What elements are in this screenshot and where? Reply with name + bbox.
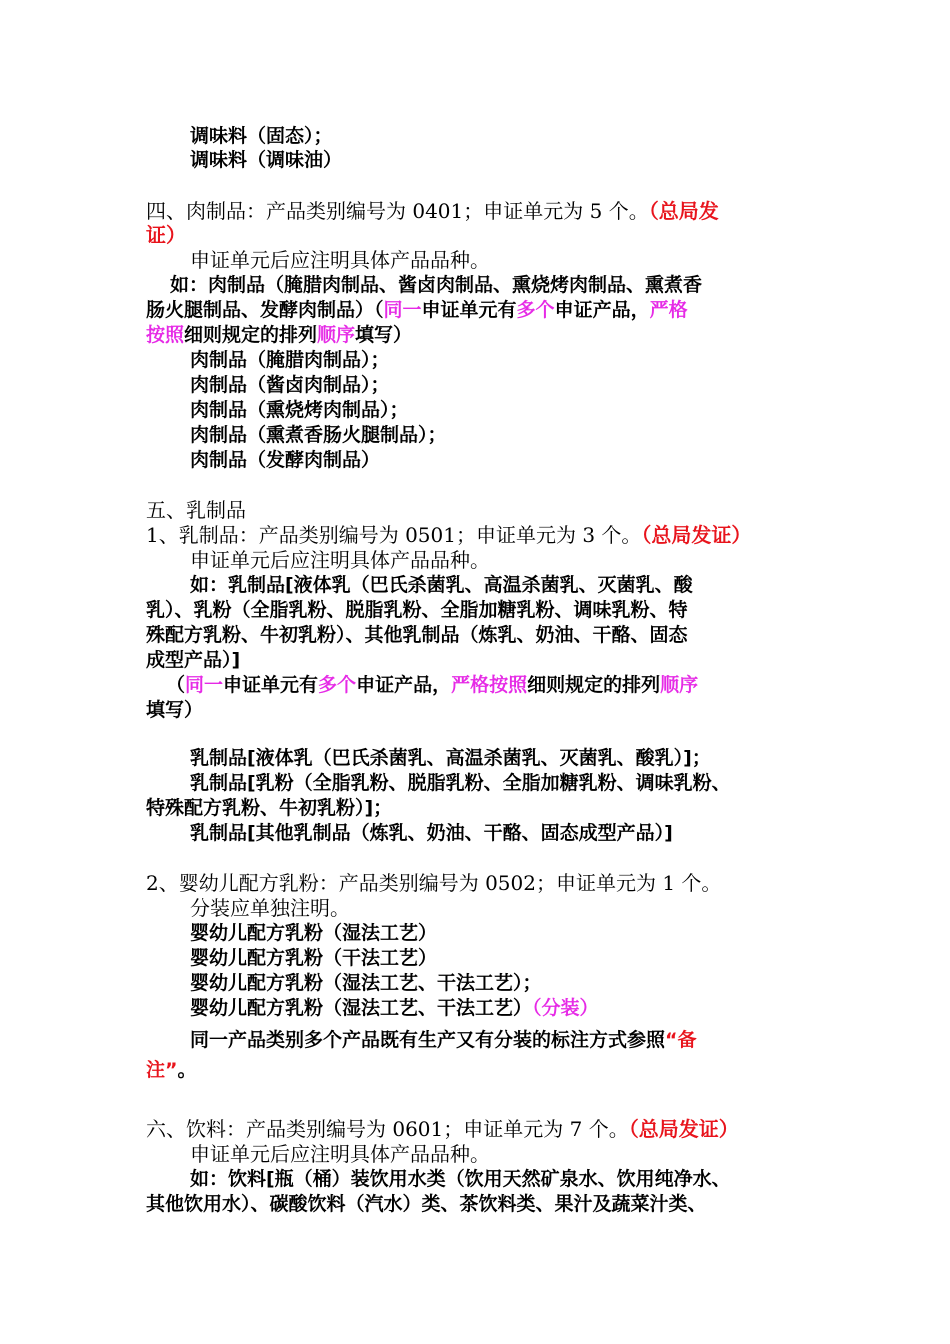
sec5-sub2-item: 婴幼儿配方乳粉（干法工艺） — [190, 947, 438, 969]
sec4-item: 肉制品（熏煮香肠火腿制品）； — [190, 424, 447, 446]
sec5-sub2-item-packaged — [190, 996, 599, 1020]
sec6-issuer: （总局发证） — [628, 1117, 739, 1141]
sec5-remark — [190, 1028, 697, 1052]
sec5-remark-ref-cont: 注” — [146, 1059, 178, 1081]
condiment-item-solid: 调味料（固态）； — [190, 125, 333, 147]
sec5-order-text4: 细则规定的排列 — [527, 674, 661, 696]
sec4-heading-text: 四、肉制品：产品类别编号为 0401；申证单元为 5 个。 — [146, 199, 649, 223]
sec5-sub1-heading — [146, 523, 751, 547]
sec5-sub1-note: 申证单元后应注明具体产品品种。 — [190, 548, 490, 572]
sec5-order-text2: 申证单元有 — [223, 674, 319, 696]
sec6-note: 申证单元后应注明具体产品品种。 — [190, 1142, 490, 1166]
sec4-heading-issuer-cont: 证） — [146, 223, 186, 247]
sec4-ex-highlight-multiple: 多个 — [516, 299, 555, 321]
sec5-sub2-item: 婴幼儿配方乳粉（湿法工艺、干法工艺）； — [190, 972, 542, 994]
sec4-item: 肉制品（发酵肉制品） — [190, 449, 381, 471]
sec5-sub2-item-text: 婴幼儿配方乳粉（湿法工艺、干法工艺） — [190, 997, 533, 1019]
sec6-heading — [146, 1117, 739, 1141]
sec5-example-line4: 成型产品）] — [146, 649, 241, 671]
sec4-ex-highlight-follow: 按照 — [146, 324, 185, 346]
sec5-sub1-issuer: （总局发证） — [641, 523, 752, 547]
sec5-title: 五、乳制品 — [146, 498, 246, 522]
sec5-remark-text: 同一产品类别多个产品既有生产又有分装的标注方式参照 — [190, 1029, 666, 1051]
sec5-item-powder: 乳制品[乳粉（全脂乳粉、脱脂乳粉、全脂加糖乳粉、调味乳粉、 — [190, 772, 731, 794]
sec5-example-line3: 殊配方乳粉、牛初乳粉）、其他乳制品（炼乳、奶油、干酪、固态 — [146, 624, 688, 646]
sec4-item: 肉制品（酱卤肉制品）； — [190, 374, 390, 396]
sec5-item-powder-cont: 特殊配方乳粉、牛初乳粉）]； — [146, 797, 393, 819]
sec5-example-line2: 乳）、乳粉（全脂乳粉、脱脂乳粉、全脂加糖乳粉、调味乳粉、特 — [146, 599, 688, 621]
sec5-sub2-heading: 2、婴幼儿配方乳粉：产品类别编号为 0502；申证单元为 1 个。 — [146, 871, 722, 895]
sec4-ex-text4: 细则规定的排列 — [184, 324, 318, 346]
sec6-example-line1: 如：饮料[瓶（桶）装饮用水类（饮用天然矿泉水、饮用纯净水、 — [190, 1168, 731, 1190]
sec5-highlight-multiple: 多个 — [318, 674, 357, 696]
sec4-ex-text3: 申证产品， — [554, 299, 650, 321]
sec5-sub2-note: 分装应单独注明。 — [190, 896, 350, 920]
sec4-ex-text1: 肠火腿制品、发酵肉制品）（ — [146, 299, 384, 321]
sec5-order-text1: （ — [166, 674, 186, 696]
sec4-ex-highlight-strict: 严格 — [649, 299, 688, 321]
sec4-item: 肉制品（熏烧烤肉制品）； — [190, 399, 409, 421]
sec4-item: 肉制品（腌腊肉制品）； — [190, 349, 390, 371]
sec5-sub1-heading-text: 1、乳制品：产品类别编号为 0501；申证单元为 3 个。 — [146, 523, 642, 547]
sec4-ex-highlight-same: 同一 — [383, 299, 422, 321]
sec5-order-note-cont: 填写） — [146, 699, 204, 721]
sec5-highlight-strict: 严格按照 — [451, 674, 528, 696]
sec5-highlight-order: 顺序 — [660, 674, 699, 696]
sec4-example-line1: 如：肉制品（腌腊肉制品、酱卤肉制品、熏烧烤肉制品、熏煮香 — [170, 274, 703, 296]
sec4-heading — [146, 199, 719, 223]
sec5-remark-ref: “备 — [665, 1029, 697, 1051]
sec5-item-liquid: 乳制品[液体乳（巴氏杀菌乳、高温杀菌乳、灭菌乳、酸乳）]； — [190, 747, 711, 769]
sec5-remark-cont — [146, 1058, 197, 1082]
sec4-ex-highlight-order: 顺序 — [317, 324, 356, 346]
condiment-item-oil: 调味料（调味油） — [190, 149, 343, 171]
sec5-item-other: 乳制品[其他乳制品（炼乳、奶油、干酪、固态成型产品）] — [190, 822, 673, 844]
sec6-example-line2: 其他饮用水）、碳酸饮料（汽水）类、茶饮料类、果汁及蔬菜汁类、 — [146, 1193, 707, 1215]
sec5-remark-end: 。 — [177, 1059, 197, 1081]
sec5-sub2-item: 婴幼儿配方乳粉（湿法工艺） — [190, 922, 438, 944]
sec4-example-line2 — [146, 298, 688, 322]
sec6-heading-text: 六、饮料：产品类别编号为 0601；申证单元为 7 个。 — [146, 1117, 629, 1141]
sec4-example-line3 — [146, 323, 412, 347]
sec4-ex-text2: 申证单元有 — [421, 299, 517, 321]
sec5-sub2-packaged-tag: （分装） — [532, 997, 599, 1019]
sec4-heading-issuer: （总局发 — [648, 199, 719, 223]
sec5-order-note — [166, 673, 698, 697]
sec5-highlight-same: 同一 — [185, 674, 224, 696]
sec5-example-line1: 如：乳制品[液体乳（巴氏杀菌乳、高温杀菌乳、灭菌乳、酸 — [190, 574, 693, 596]
sec5-order-text3: 申证产品， — [356, 674, 452, 696]
sec4-ex-text5: 填写） — [355, 324, 413, 346]
sec4-note: 申证单元后应注明具体产品品种。 — [190, 248, 490, 272]
